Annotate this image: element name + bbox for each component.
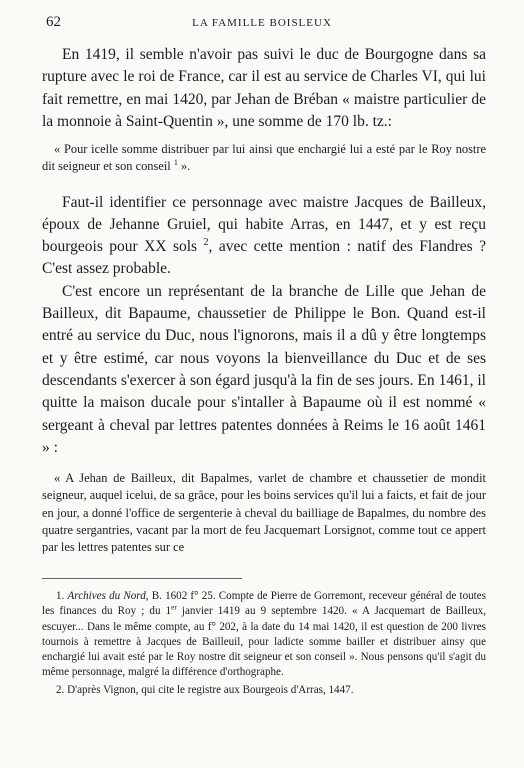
footnote-1-sup: er bbox=[171, 603, 177, 612]
paragraph-1: En 1419, il semble n'avoir pas suivi le duc de Bourgogne dans sa rupture avec le roi de France, car il est au service de Charles VI, qui lui fait remettre, en mai 1420, par Jehan de Bréban « maistre particulier de la monnoie à Saint-Quentin », une somme de 170 lb. tz.: bbox=[42, 46, 486, 130]
footnote-2: 2. D'après Vignon, qui cite le registre aux Bourgeois d'Arras, 1447. bbox=[56, 684, 354, 697]
paragraph-3: C'est encore un représentant de la branche de Lille que Jehan de Bailleux, dit Bapaume, chaussetier de Philippe le Bon. Quand est-il entré au service du Duc, nous l'ignorons, mais il a dû y être longtemps et y être estimé, car nous voyons la bienveillance du Duc et de ses descendants s'exercer à son égard jusqu'à la fin de ses jours. En 1461, il quitte la maison ducale pour s'intaller à Bapaume où il est nommé « sergeant à cheval par lettres patentes données à Reims le 16 août 1461 » : bbox=[42, 282, 486, 456]
footnote-1-text-a: , B. 1602 f° 25. Compte de Pierre de Gorremont, receveur général de toutes les finances du Roy ; du 1 bbox=[42, 590, 486, 618]
paragraph-2 bbox=[42, 192, 486, 281]
footnote-1-number: 1. bbox=[56, 590, 65, 603]
footnote-ref-2: 2 bbox=[203, 237, 209, 249]
footnote-1-text-b: janvier 1419 au 9 septembre 1420. « A Jacquemart de Bailleux, escuyer... Dans le même compte, au f° 202, à la date du 14 mai 1420, il est question de 200 livres tournois à remettre à Jacques de Bailleuil, pour ladicte somme bailler et distribuer ainsy que enchargié lui avait esté par le Roy nostre dit seigneur et son conseil ». Nous pensons qu'il s'agit du même personnage, malgré la différence d'orthographe. bbox=[42, 605, 487, 679]
page-header bbox=[0, 14, 524, 34]
quote-1-text: « Pour icelle somme distribuer par lui ainsi que enchargié lui a esté par le Roy nostre dit seigneur et son conseil bbox=[42, 142, 486, 174]
footnote-ref-1: 1 bbox=[173, 158, 178, 168]
page-body bbox=[42, 44, 486, 699]
footnote-1 bbox=[42, 589, 486, 680]
footnote-1-source: Archives du Nord bbox=[67, 590, 146, 603]
footnote-divider bbox=[42, 578, 242, 579]
quote-1-close: ». bbox=[177, 159, 191, 174]
paragraph-2-before: Faut-il identifier ce personnage avec maistre Jacques de Bailleux, époux de Jehanne Gruiel, qui habite Arras, en 1447, et y est reçu bourgeois pour XX sols bbox=[42, 193, 486, 256]
quote-2: « A Jehan de Bailleux, dit Bapalmes, varlet de chambre et chaussetier de mondit seigneur, auquel icelui, de sa grâce, pour les boins services qu'il lui a faicts, et fait de jour en jour, a donné l'office de sergenterie à cheval du bailliage de Bapalmes, du nombre des quatre sergantries, vacant par la mort de feu Jacquemart Lorsignot, comme tout ce appert par les lettres patentes sur ce bbox=[42, 471, 486, 554]
running-title: LA FAMILLE BOISLEUX bbox=[192, 17, 332, 29]
quote-1 bbox=[42, 141, 486, 175]
page-number: 62 bbox=[46, 14, 61, 30]
paragraph-2-after: , avec cette mention : natif des Flandres ? C'est assez probable. bbox=[42, 238, 486, 278]
